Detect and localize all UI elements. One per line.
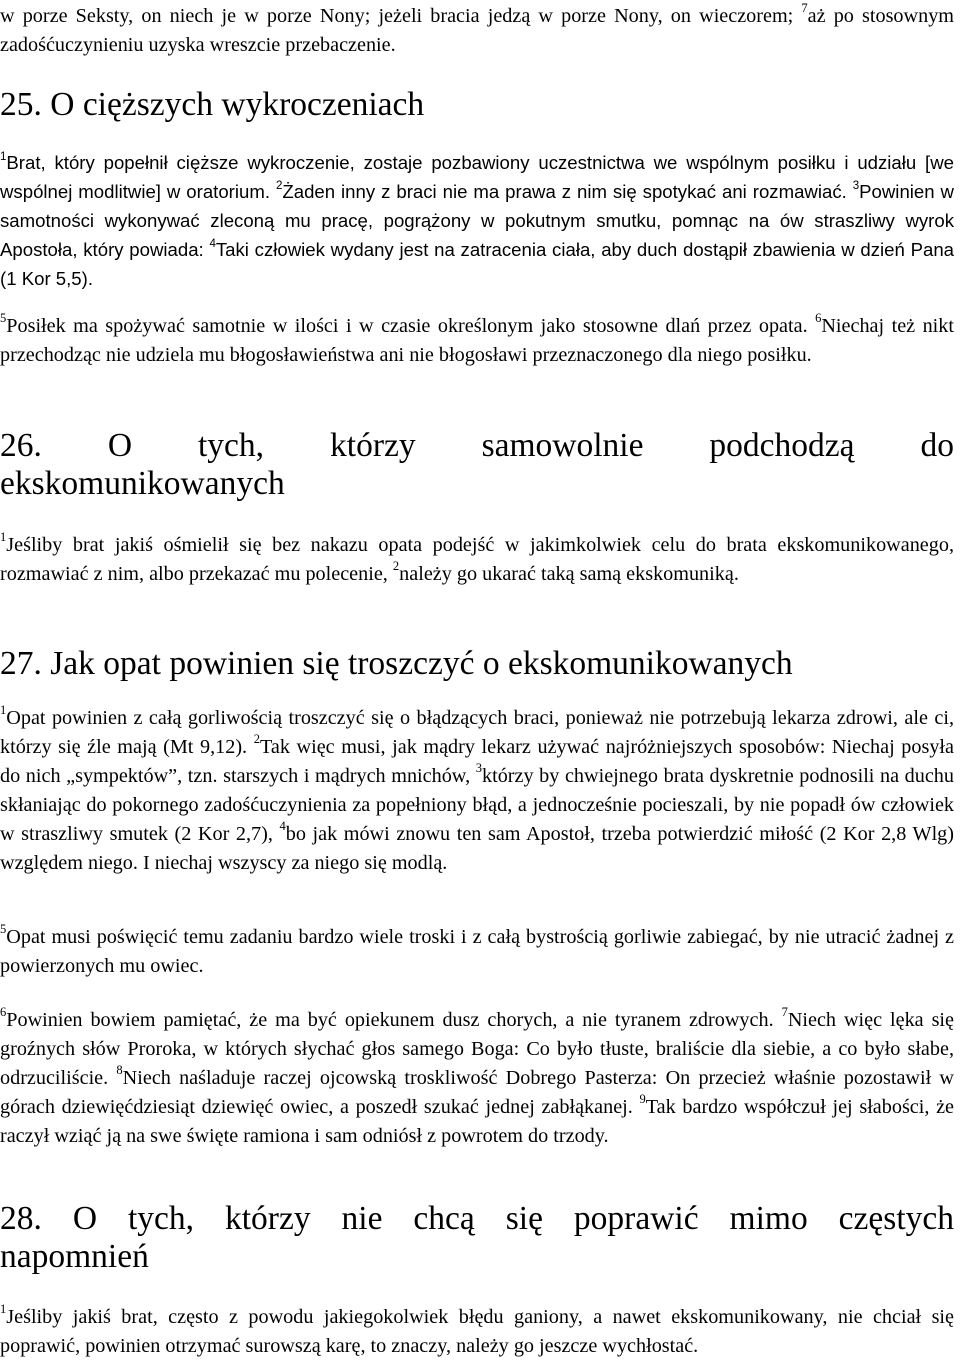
text: Brat, który popełnił cięższe wykroczenie, zostaje pozbawiony uczestnictwa we wspólnym posiłku i udziału [we wspólnej modlitwie] w oratorium. [0,152,954,202]
heading-line: ekskomunikowanych [0,465,285,502]
chapter-25-paragraph-1 [0,148,954,293]
chapter-25-heading: 25. O cięższych wykroczeniach [0,86,425,123]
chapter-27-paragraph-2 [0,923,954,981]
chapter-27-heading: 27. Jak opat powinien się troszczyć o ekskomunikowanych [0,645,793,682]
text: Niechaj też nikt przechodząc nie udziela mu błogosławieństwa ani nie błogosławi przeznaczonego dla niego posiłku. [0,315,954,366]
chapter-28-paragraph-1 [0,1303,954,1361]
verse-number: 5 [0,311,7,326]
verse-number: 3 [852,180,860,193]
verse-number: 1 [0,1302,7,1317]
verse-number: 2 [392,559,400,574]
text: bo jak mówi znowu ten sam Apostoł, trzeba potwierdzić miłość (2 Kor 2,8 Wlg) względem niego. I niechaj wszyscy za niego się modlą. [0,823,955,874]
verse-number: 1 [0,151,7,164]
chapter-25-paragraph-2 [0,312,954,370]
text: Powinien w samotności wykonywać zleconą mu pracę, pogrążony w pokutnym smutku, pomnąc na ów straszliwy wyrok Apostoła, który powiada: [0,181,954,260]
verse-number: 8 [116,1063,123,1078]
text: Jeśliby jakiś brat, często z powodu jakiegokolwiek błędu ganiony, a nawet ekskomunikowany, nie chciał się poprawić, powinien otrzymać surowszą karę, to znaczy, należy go jeszcze wychłostać. [0,1306,954,1357]
text: Opat musi poświęcić temu zadaniu bardzo wiele troski i z całą bystrością gorliwie zabiegać, by nie utracić żadnej z powierzonych mu owiec. [0,926,954,977]
verse-number: 2 [253,732,260,747]
chapter-28-heading [0,1200,954,1276]
verse-number: 4 [279,819,286,834]
verse-number: 6 [815,311,822,326]
verse-number: 7 [801,1,808,16]
heading-line: 28. O tych, którzy nie chcą się poprawić mimo częstych [0,1200,954,1237]
text: Powinien bowiem pamiętać, że ma być opiekunem dusz chorych, a nie tyranem zdrowych. [6,1009,782,1031]
verse-number: 1 [0,530,7,545]
verse-number: 2 [275,180,283,193]
text: którzy by chwiejnego brata dyskretnie podnosili na duchu skłaniając do pokornego zadośćuczynienia za popełniony błąd, a jednocześnie pocieszali, by nie popadł ów człowiek w straszliwy smutek (2 Kor 2,7), [0,765,954,845]
verse-number: 4 [209,238,216,251]
text: aż po stosownym zadośćuczynieniu uzyska wreszcie przebaczenie. [0,5,954,56]
text: Posiłek ma spożywać samotnie w ilości i w czasie określonym jako stosowne dlań przez opata. [6,315,816,337]
verse-number: 6 [0,1005,7,1020]
carry-over-paragraph [0,2,954,60]
verse-number: 9 [639,1092,646,1107]
verse-number: 5 [0,922,7,937]
text: Niech naśladuje raczej ojcowską troskliwość Dobrego Pasterza: On przecież właśnie pozostawił w górach dziewięćdziesiąt dziewięć owiec, a poszedł szukać jednej zabłąkanej. [0,1067,955,1118]
verse-number: 1 [0,703,7,718]
text: Tak więc musi, jak mądry lekarz używać najróżniejszych sposobów: Niechaj posyła do nich „sympektów”, tzn. starszych i mądrych mnichów, [0,736,954,787]
text: w porze Seksty, on niech je w porze Nony; jeżeli bracia jedzą w porze Nony, on wieczorem; [0,5,802,27]
chapter-26-heading [0,427,954,503]
chapter-27-paragraph-3 [0,1006,954,1151]
heading-line: 26. O tych, którzy samowolnie podchodzą do [0,427,954,464]
text: Jeśliby brat jakiś ośmielił się bez nakazu opata podejść w jakimkolwiek celu do brata ekskomunikowanego, rozmawiać z nim, albo przekazać mu polecenie, [0,534,954,585]
text: Tak bardzo współczuł jej słabości, że raczył wziąć ją na swe święte ramiona i sam odniósł z powrotem do trzody. [0,1096,955,1147]
text: Żaden inny z braci nie ma prawa z nim się spotykać ani rozmawiać. [282,181,853,202]
verse-number: 3 [475,761,482,776]
heading-line: napomnień [0,1238,149,1275]
text: Niech więc lęka się groźnych słów Proroka, w których słychać głos samego Boga: Co było tłuste, braliście dla siebie, a co było słabe, odrzuciliście. [0,1009,954,1089]
text: Opat powinien z całą gorliwością troszczyć się o błądzących braci, ponieważ nie potrzebują lekarza zdrowi, ale ci, którzy się źle mają (Mt 9,12). [0,707,954,758]
verse-number: 7 [781,1005,788,1020]
chapter-26-paragraph-1 [0,531,954,589]
text: należy go ukarać taką samą ekskomuniką. [399,563,739,585]
chapter-27-paragraph-1 [0,704,954,878]
text: Taki człowiek wydany jest na zatracenia ciała, aby duch dostąpił zbawienia w dzień Pana (1 Kor 5,5). [0,239,954,289]
